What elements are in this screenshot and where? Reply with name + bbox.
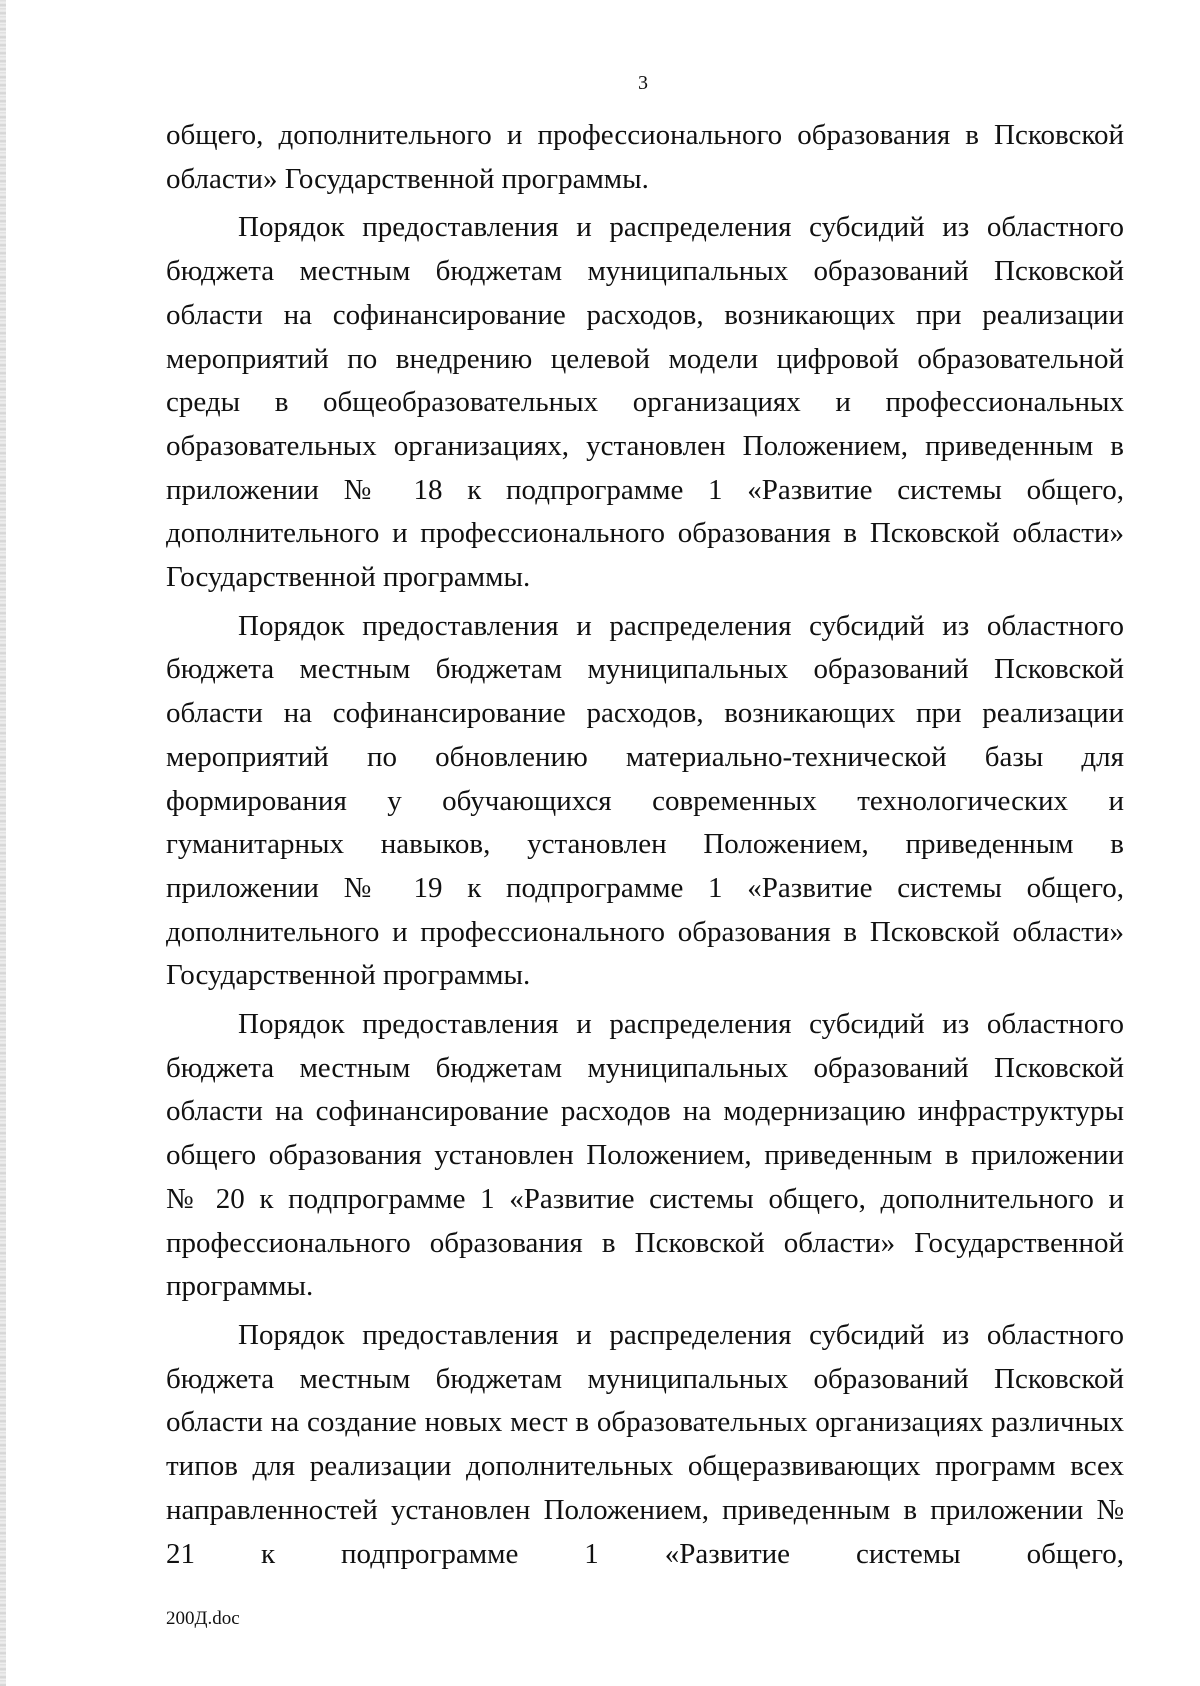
- paragraph-appendix-19: Порядок предоставления и распределения субсидий из областного бюджета местным бюджетам муниципальных образований Псковской области на софинансирование расходов, возникающих при реализации мероприятий по обновлению материально-технической базы для формирования у обучающихся современных технологических и гуманитарных навыков, установлен Положением, приведенным в приложении № 19 к подпрограмме 1 «Развитие системы общего, дополнительного и профессионального образования в Псковской области» Государственной программы.: [166, 609, 1124, 992]
- document-body: [166, 114, 1124, 1581]
- page-number: 3: [638, 72, 648, 94]
- paragraph-continuation: общего, дополнительного и профессионального образования в Псковской области» Государственной программы.: [166, 119, 1124, 195]
- paragraph-appendix-20: Порядок предоставления и распределения субсидий из областного бюджета местным бюджетам муниципальных образований Псковской области на софинансирование расходов на модернизацию инфраструктуры общего образования установлен Положением, приведенным в приложении № 20 к подпрограмме 1 «Развитие системы общего, дополнительного и профессионального образования в Псковской области» Государственной программы.: [166, 1008, 1124, 1303]
- scan-edge: [0, 0, 6, 1686]
- paragraph-appendix-21: Порядок предоставления и распределения субсидий из областного бюджета местным бюджетам муниципальных образований Псковской области на создание новых мест в образовательных организациях различных типов для реализации дополнительных общеразвивающих программ всех направленностей установлен Положением, приведенным в приложении № 21 к подпрограмме 1 «Развитие системы общего,: [166, 1318, 1124, 1570]
- footer-filename: 200Д.doc: [166, 1608, 240, 1629]
- paragraph-appendix-18: Порядок предоставления и распределения субсидий из областного бюджета местным бюджетам муниципальных образований Псковской области на софинансирование расходов, возникающих при реализации мероприятий по внедрению целевой модели цифровой образовательной среды в общеобразовательных организациях и профессиональных образовательных организациях, установлен Положением, приведенным в приложении № 18 к подпрограмме 1 «Развитие системы общего, дополнительного и профессионального образования в Псковской области» Государственной программы.: [166, 211, 1124, 594]
